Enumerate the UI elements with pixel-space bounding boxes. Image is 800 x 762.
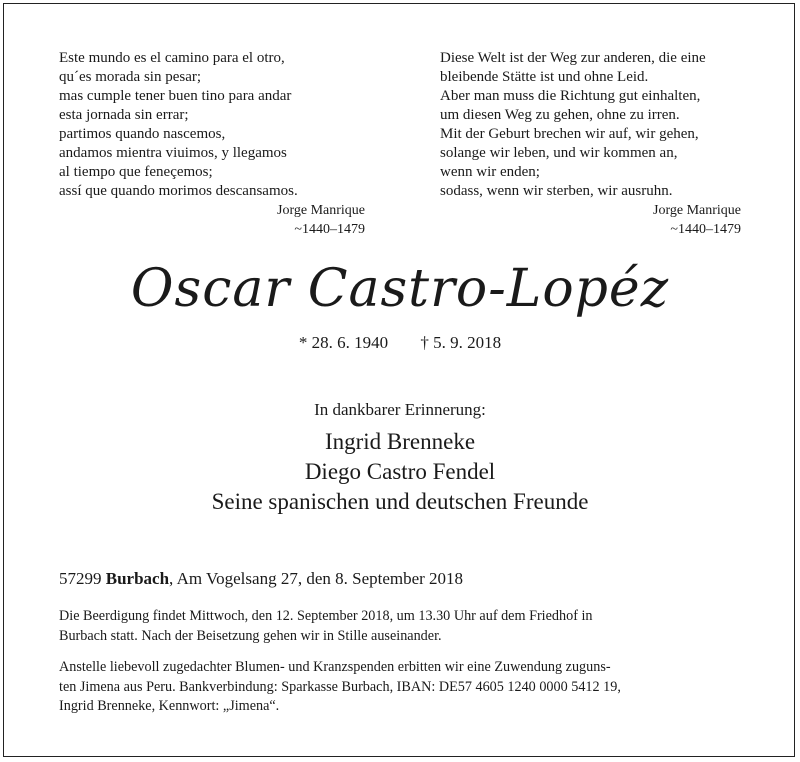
poem-line: Mit der Geburt brechen wir auf, wir gehen, — [440, 126, 699, 142]
paragraph-line: Burbach statt. Nach der Beisetzung gehen wir in Stille auseinander. — [59, 627, 442, 644]
poem-line: assí que quando morimos descansamos. — [59, 183, 298, 199]
paragraph-line: ten Jimena aus Peru. Bankverbindung: Sparkasse Burbach, IBAN: DE57 4605 1240 0000 5412 19, — [59, 678, 621, 695]
poem-author: Jorge Manrique — [653, 203, 741, 218]
mourner: Seine spanischen und deutschen Freunde — [211, 489, 589, 514]
mourner: Diego Castro Fendel — [304, 459, 496, 484]
death-date: † 5. 9. 2018 — [420, 333, 502, 352]
poem-spanish — [59, 49, 379, 239]
poem-line: bleibende Stätte ist und ohne Leid. — [440, 69, 649, 85]
mourners-list — [0, 427, 800, 517]
address-line — [59, 568, 463, 590]
poem-author-years: ~1440–1479 — [670, 222, 741, 237]
life-dates — [0, 332, 800, 354]
poem-line: sodass, wenn wir sterben, wir ausruhn. — [440, 183, 673, 199]
poem-line: qu´es morada sin pesar; — [59, 69, 202, 85]
address-city: Burbach — [105, 569, 170, 588]
poem-author-years: ~1440–1479 — [294, 222, 365, 237]
paragraph-line: Die Beerdigung findet Mittwoch, den 12. September 2018, um 13.30 Uhr auf dem Friedhof in — [59, 608, 593, 624]
donation-paragraph — [59, 658, 742, 717]
poem-german — [440, 49, 750, 239]
memory-heading: In dankbarer Erinnerung: — [314, 400, 486, 419]
mourner: Ingrid Brenneke — [324, 429, 476, 454]
poem-line: esta jornada sin errar; — [59, 107, 189, 123]
poem-line: al tiempo que feneçemos; — [59, 164, 213, 180]
poem-line: partimos quando nascemos, — [59, 126, 226, 142]
poem-line: mas cumple tener buen tino para andar — [59, 88, 292, 104]
deceased-name: Oscar Castro-Lopéz — [130, 259, 670, 319]
poem-line: Este mundo es el camino para el otro, — [59, 50, 285, 66]
poem-line: um diesen Weg zu gehen, ohne zu irren. — [440, 107, 680, 123]
poem-line: wenn wir enden; — [440, 164, 540, 180]
funeral-paragraph — [59, 607, 742, 646]
poem-line: andamos mientra viuimos, y llegamos — [59, 145, 287, 161]
poem-line: Aber man muss die Richtung gut einhalten, — [440, 88, 701, 104]
paragraph-line: Anstelle liebevoll zugedachter Blumen- und Kranzspenden erbitten wir eine Zuwendung zuguns- — [59, 659, 611, 675]
poem-line: solange wir leben, und wir kommen an, — [440, 145, 678, 161]
address-rest: , Am Vogelsang 27, den 8. September 2018 — [169, 569, 464, 588]
birth-date: * 28. 6. 1940 — [298, 333, 389, 352]
poem-author: Jorge Manrique — [277, 203, 365, 218]
poem-line: Diese Welt ist der Weg zur anderen, die eine — [440, 50, 706, 66]
address-zip: 57299 — [59, 569, 102, 588]
paragraph-line: Ingrid Brenneke, Kennwort: „Jimena“. — [59, 698, 280, 714]
